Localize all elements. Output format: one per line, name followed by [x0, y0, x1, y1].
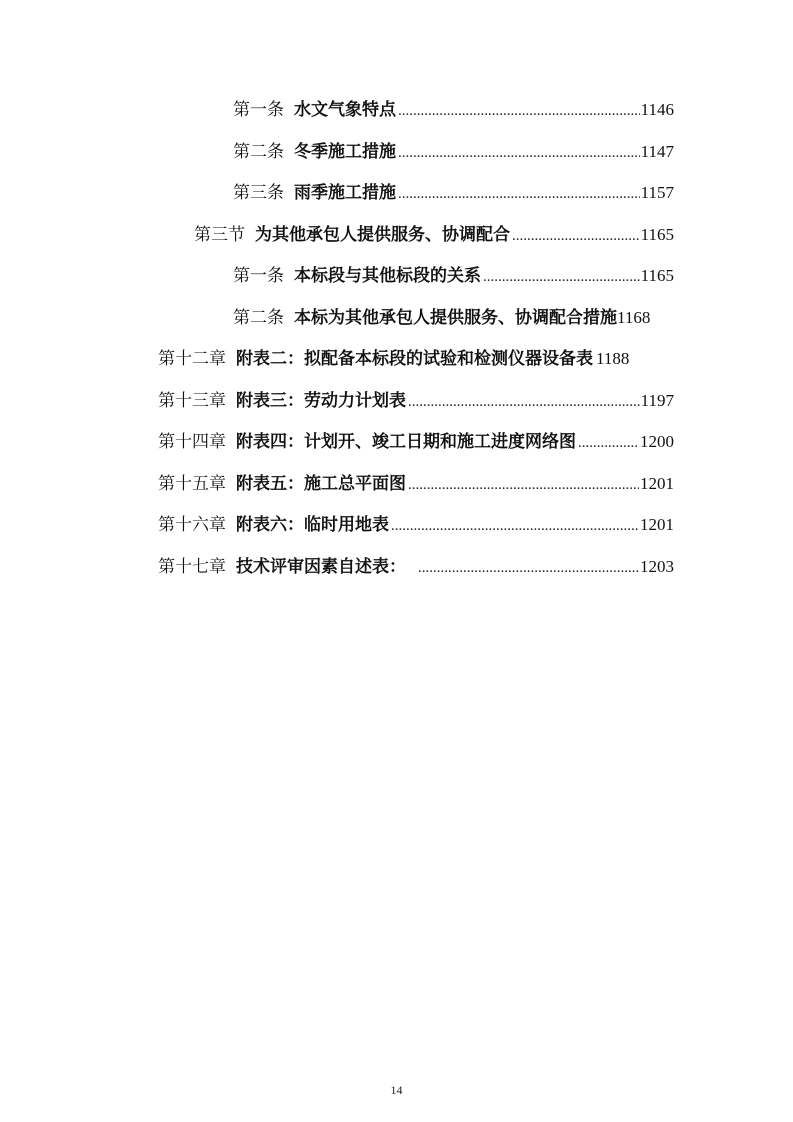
dot-leader — [391, 513, 639, 539]
toc-entry-title: 本标段与其他标段的关系 — [294, 266, 481, 286]
toc-entry-page: 1146 — [640, 100, 674, 119]
toc-entry-title: 附表四：计划开、竣工日期和施工进度网络图 — [236, 432, 576, 452]
toc-entry[interactable] — [194, 222, 674, 248]
toc-entry[interactable] — [158, 346, 674, 372]
toc-entry[interactable] — [233, 180, 674, 206]
toc-entry-label: 第二条 — [233, 308, 284, 328]
toc-entry-label: 第一条 — [233, 100, 284, 120]
toc-entry-label: 第十四章 — [158, 432, 226, 452]
toc-entry-page: 1197 — [640, 391, 674, 410]
dot-leader — [578, 430, 639, 456]
toc-entry-title: 水文气象特点 — [294, 100, 396, 120]
toc-entry[interactable] — [158, 554, 674, 580]
toc-entry-page: 1188 — [596, 349, 630, 368]
dot-leader — [398, 98, 640, 124]
dot-leader — [483, 264, 640, 290]
toc-entry[interactable] — [158, 429, 674, 455]
toc-entry-label: 第十三章 — [158, 391, 226, 411]
toc-entry-title: 技术评审因素自述表： — [236, 557, 406, 577]
page-number: 14 — [390, 1083, 403, 1097]
toc-entry-page: 1201 — [640, 474, 674, 493]
toc-entry-title: 冬季施工措施 — [294, 142, 396, 162]
toc-entry-page: 1200 — [640, 432, 674, 451]
toc-entry-label: 第十五章 — [158, 474, 226, 494]
dot-leader — [408, 389, 640, 415]
toc-entry-page: 1168 — [617, 308, 651, 327]
toc-entry[interactable] — [158, 388, 674, 414]
toc-entry[interactable] — [233, 97, 674, 123]
toc-entry-label: 第十六章 — [158, 515, 226, 535]
dot-leader — [398, 181, 640, 207]
dot-leader — [398, 140, 640, 166]
toc-entry-title: 附表二：拟配备本标段的试验和检测仪器设备表 — [236, 349, 593, 369]
toc-entry[interactable] — [233, 263, 674, 289]
toc-entry-page: 1165 — [640, 266, 674, 285]
toc-entry-label: 第十二章 — [158, 349, 226, 369]
toc-entry-title: 雨季施工措施 — [294, 183, 396, 203]
dot-leader — [512, 223, 640, 249]
toc-entry-title: 附表五：施工总平面图 — [236, 474, 406, 494]
toc-entry-label: 第三节 — [194, 225, 245, 245]
toc-entry-page: 1165 — [640, 225, 674, 244]
toc-entry-title: 附表三：劳动力计划表 — [236, 391, 406, 411]
dot-leader — [408, 472, 639, 498]
toc-entry-label: 第二条 — [233, 142, 284, 162]
toc-entry-label: 第一条 — [233, 266, 284, 286]
toc-entry[interactable] — [233, 139, 674, 165]
dot-leader — [418, 555, 639, 581]
toc-entry[interactable] — [158, 471, 674, 497]
toc-entry-label: 第三条 — [233, 183, 284, 203]
toc-entry-title: 为其他承包人提供服务、协调配合 — [255, 225, 510, 245]
toc-entry-page: 1201 — [640, 515, 674, 534]
toc-entry-page: 1157 — [640, 183, 674, 202]
toc-entry-page: 1147 — [640, 142, 674, 161]
toc-entry[interactable] — [158, 512, 674, 538]
toc-entry-page: 1203 — [640, 557, 674, 576]
toc-entry-title: 附表六：临时用地表 — [236, 515, 389, 535]
toc-entry-label: 第十七章 — [158, 557, 226, 577]
toc-entry-title: 本标为其他承包人提供服务、协调配合措施 — [294, 308, 617, 328]
toc-entry[interactable] — [233, 305, 693, 331]
